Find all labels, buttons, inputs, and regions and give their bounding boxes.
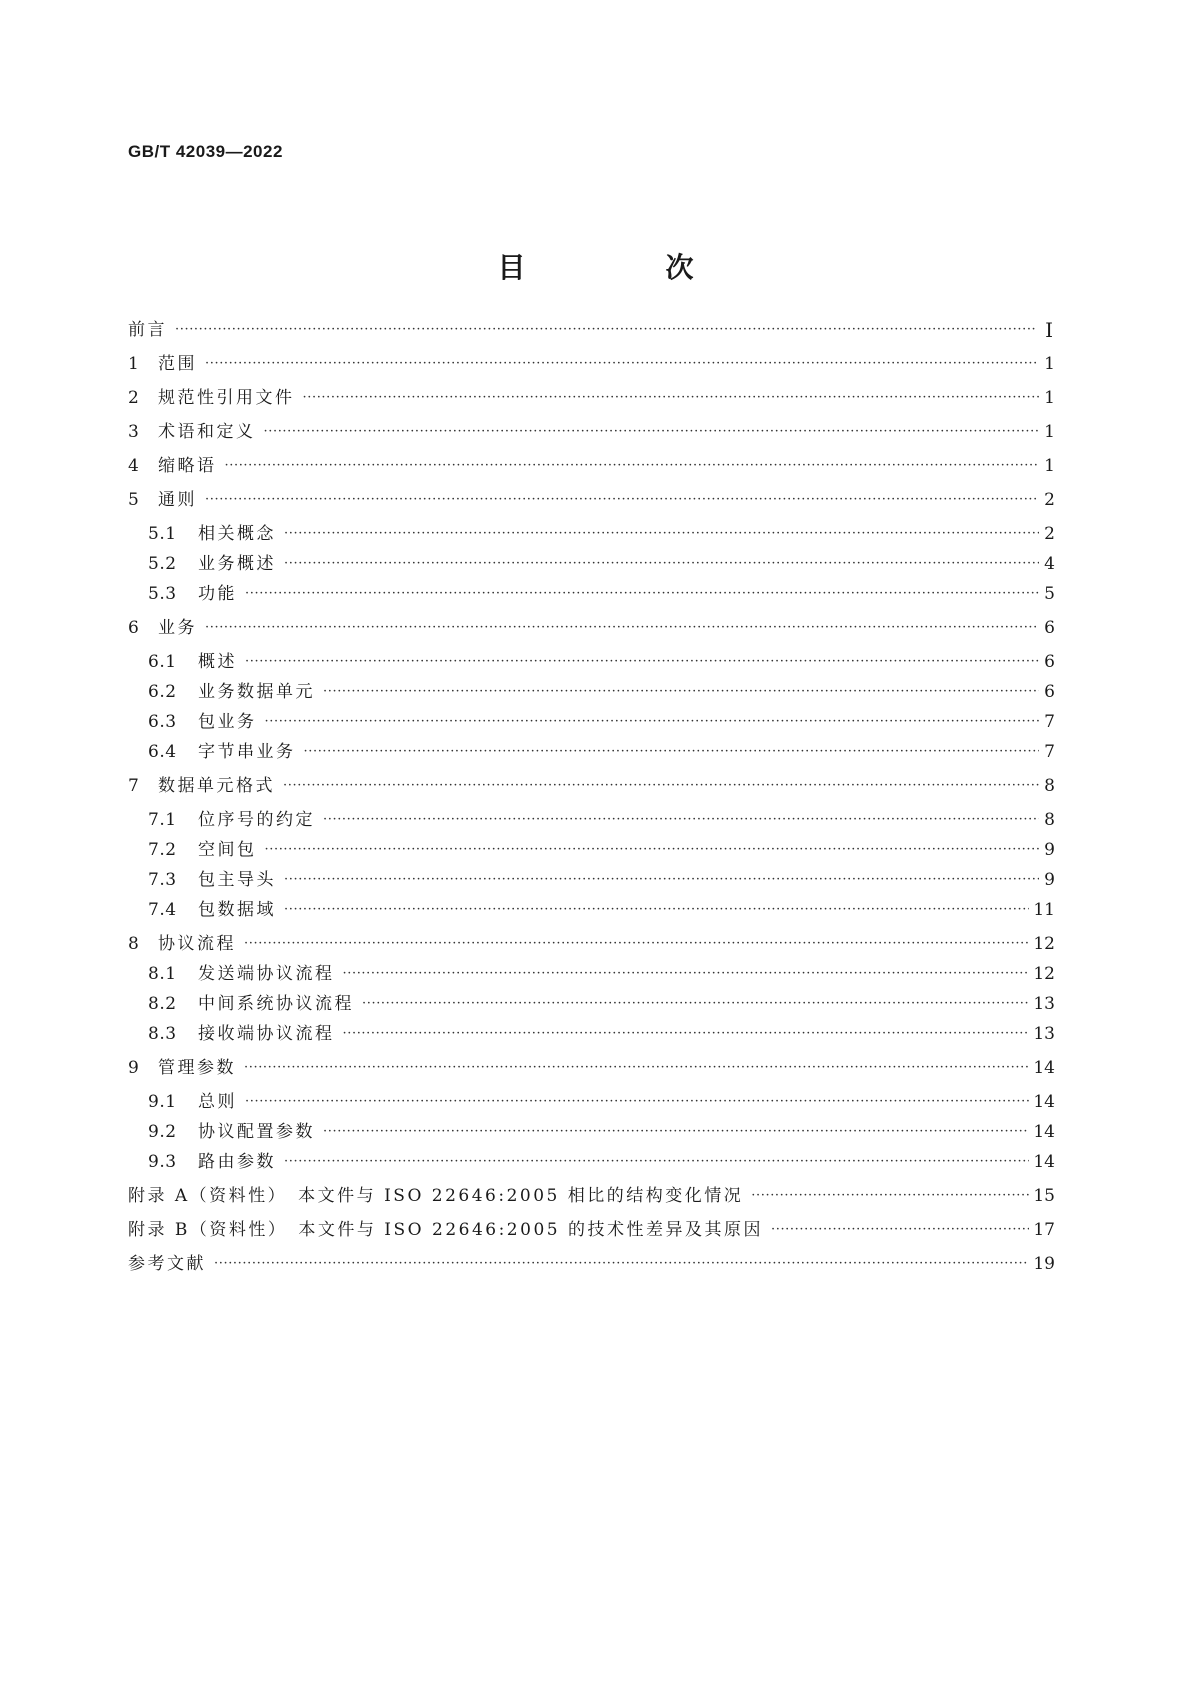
toc-entry-label: 包数据域 [198, 900, 276, 920]
toc-entry-page: 2 [1044, 524, 1055, 544]
toc-entry-number: 5.2 [148, 554, 177, 574]
toc-entry[interactable] [128, 319, 1055, 341]
toc-entry-number: 9.2 [148, 1122, 177, 1142]
toc-dot-leader [343, 968, 1030, 980]
toc-entry-label: 中间系统协议流程 [198, 994, 354, 1014]
toc-dot-leader [362, 998, 1029, 1010]
toc-entry-page: 9 [1044, 840, 1055, 860]
toc-entry[interactable] [148, 651, 1055, 673]
toc-entry-label: 包主导头 [198, 870, 276, 890]
toc-entry-label: 通则 [158, 490, 197, 510]
toc-entry-number: 3 [128, 422, 140, 442]
toc-entry-number: 7.3 [148, 870, 177, 890]
toc-entry[interactable] [148, 1151, 1055, 1173]
toc-entry-number: 4 [128, 456, 140, 476]
toc-entry-number: 8.2 [148, 994, 177, 1014]
toc-dot-leader [284, 528, 1039, 540]
toc-entry[interactable] [148, 1121, 1055, 1143]
toc-entry[interactable] [148, 809, 1055, 831]
toc-entry[interactable] [148, 711, 1055, 733]
toc-entry-label: 包业务 [198, 712, 257, 732]
toc-entry-page: 19 [1033, 1254, 1055, 1274]
toc-dot-leader [175, 324, 1037, 336]
toc-entry-page: 1 [1044, 388, 1055, 408]
toc-entry-number: 9 [128, 1058, 140, 1078]
toc-entry-page: 14 [1033, 1092, 1055, 1112]
toc-entry-page: 12 [1033, 934, 1055, 954]
toc-entry-label: 位序号的约定 [198, 810, 315, 830]
toc-entry[interactable] [148, 899, 1055, 921]
toc-dot-leader [244, 1062, 1029, 1074]
toc-dot-leader [323, 814, 1039, 826]
page-title: 目 次 [497, 251, 750, 284]
toc-dot-leader [205, 358, 1039, 370]
toc-entry-label: 业务 [158, 618, 197, 638]
toc-entry-page: 9 [1044, 870, 1055, 890]
toc-entry-label: 术语和定义 [158, 422, 256, 442]
toc-entry[interactable] [148, 681, 1055, 703]
toc-entry-label: 管理参数 [158, 1058, 236, 1078]
standard-code: GB/T 42039—2022 [128, 142, 283, 161]
toc-entry-number: 2 [128, 388, 140, 408]
toc-entry-number: 7.1 [148, 810, 177, 830]
toc-entry-label: 相关概念 [198, 524, 276, 544]
toc-entry-label: 附录 B（资料性） 本文件与 ISO 22646:2005 的技术性差异及其原因 [128, 1220, 763, 1240]
toc-entry-page: 15 [1033, 1186, 1055, 1206]
toc-dot-leader [343, 1028, 1030, 1040]
toc-entry[interactable] [128, 775, 1055, 797]
toc-entry-page: 1 [1044, 456, 1055, 476]
toc-entry-page: 8 [1044, 776, 1055, 796]
toc-entry-number: 6 [128, 618, 140, 638]
toc-entry[interactable] [148, 523, 1055, 545]
toc-entry[interactable] [148, 869, 1055, 891]
toc-entry-page: 13 [1033, 994, 1055, 1014]
toc-entry-label: 范围 [158, 354, 197, 374]
toc-entry-page: 13 [1033, 1024, 1055, 1044]
toc-dot-leader [205, 494, 1039, 506]
toc-dot-leader [205, 622, 1039, 634]
toc-entry-page: 11 [1033, 900, 1055, 920]
toc-entry-page: 2 [1044, 490, 1055, 510]
toc-entry[interactable] [128, 353, 1055, 375]
toc-entry-number: 7.2 [148, 840, 177, 860]
toc-dot-leader [245, 1096, 1029, 1108]
toc-dot-leader [284, 874, 1039, 886]
toc-entry-label: 业务数据单元 [198, 682, 315, 702]
toc-entry-page: 5 [1044, 584, 1055, 604]
toc-entry-label: 业务概述 [198, 554, 276, 574]
toc-entry[interactable] [148, 839, 1055, 861]
toc-entry-number: 8.1 [148, 964, 177, 984]
toc-entry[interactable] [148, 553, 1055, 575]
toc-entry-page: Ⅰ [1045, 318, 1053, 342]
toc-dot-leader [751, 1190, 1029, 1202]
toc-entry-label: 接收端协议流程 [198, 1024, 335, 1044]
toc-entry-page: 6 [1044, 682, 1055, 702]
toc-dot-leader [283, 780, 1039, 792]
toc-entry-number: 6.3 [148, 712, 177, 732]
toc-dot-leader [284, 1156, 1029, 1168]
toc-dot-leader [245, 588, 1039, 600]
toc-entry-label: 参考文献 [128, 1254, 206, 1274]
toc-entry[interactable] [128, 387, 1055, 409]
toc-entry[interactable] [128, 617, 1055, 639]
toc-entry-label: 空间包 [198, 840, 257, 860]
toc-entry-page: 6 [1044, 652, 1055, 672]
toc-dot-leader [225, 460, 1040, 472]
toc-entry[interactable] [128, 455, 1055, 477]
toc-dot-leader [214, 1258, 1029, 1270]
toc-entry-number: 8 [128, 934, 140, 954]
toc-dot-leader [245, 656, 1039, 668]
toc-entry-page: 6 [1044, 618, 1055, 638]
toc-entry[interactable] [128, 1253, 1055, 1275]
toc-dot-leader [771, 1224, 1029, 1236]
toc-entry-page: 4 [1044, 554, 1055, 574]
toc-entry-number: 8.3 [148, 1024, 177, 1044]
toc-entry-page: 7 [1044, 712, 1055, 732]
toc-entry-number: 5 [128, 490, 140, 510]
toc-entry[interactable] [128, 421, 1055, 443]
toc-entry-number: 6.4 [148, 742, 177, 762]
toc-dot-leader [264, 426, 1040, 438]
toc-entry-label: 附录 A（资料性） 本文件与 ISO 22646:2005 相比的结构变化情况 [128, 1186, 744, 1206]
toc-entry-label: 协议配置参数 [198, 1122, 315, 1142]
toc-entry[interactable] [148, 1023, 1055, 1045]
toc-entry-number: 5.1 [148, 524, 177, 544]
toc-entry-number: 9.1 [148, 1092, 177, 1112]
toc-entry-number: 9.3 [148, 1152, 177, 1172]
toc-dot-leader [304, 746, 1040, 758]
toc-dot-leader [323, 686, 1039, 698]
toc-entry[interactable] [148, 741, 1055, 763]
toc-entry-page: 1 [1044, 422, 1055, 442]
toc-entry-page: 14 [1033, 1152, 1055, 1172]
toc-entry-number: 6.1 [148, 652, 177, 672]
toc-entry[interactable] [128, 489, 1055, 511]
toc-dot-leader [284, 904, 1029, 916]
toc-dot-leader [244, 938, 1029, 950]
toc-entry-label: 概述 [198, 652, 237, 672]
toc-entry-label: 数据单元格式 [158, 776, 275, 796]
toc-entry-page: 17 [1033, 1220, 1055, 1240]
toc-entry-number: 7.4 [148, 900, 177, 920]
toc-entry-page: 14 [1033, 1058, 1055, 1078]
toc-entry-number: 5.3 [148, 584, 177, 604]
toc-entry[interactable] [148, 1091, 1055, 1113]
toc-entry-page: 1 [1044, 354, 1055, 374]
toc-entry-number: 7 [128, 776, 140, 796]
toc-entry[interactable] [128, 1057, 1055, 1079]
toc-entry[interactable] [148, 963, 1055, 985]
toc-entry-label: 协议流程 [158, 934, 236, 954]
toc-entry[interactable] [128, 1219, 1055, 1241]
toc-entry-page: 14 [1033, 1122, 1055, 1142]
toc-entry-label: 字节串业务 [198, 742, 296, 762]
toc-entry-page: 7 [1044, 742, 1055, 762]
toc-entry[interactable] [128, 1185, 1055, 1207]
toc-entry[interactable] [128, 933, 1055, 955]
toc-entry[interactable] [148, 993, 1055, 1015]
toc-dot-leader [265, 844, 1040, 856]
toc-entry-page: 12 [1033, 964, 1055, 984]
toc-entry-number: 1 [128, 354, 140, 374]
toc-entry-label: 功能 [198, 584, 237, 604]
toc-dot-leader [284, 558, 1039, 570]
toc-entry-label: 路由参数 [198, 1152, 276, 1172]
toc-dot-leader [303, 392, 1040, 404]
toc-entry-page: 8 [1044, 810, 1055, 830]
toc-entry-label: 前言 [128, 320, 167, 340]
toc-entry-label: 发送端协议流程 [198, 964, 335, 984]
toc-dot-leader [323, 1126, 1029, 1138]
toc-entry-label: 总则 [198, 1092, 237, 1112]
toc-dot-leader [265, 716, 1040, 728]
toc-entry-label: 规范性引用文件 [158, 388, 295, 408]
toc-entry[interactable] [148, 583, 1055, 605]
toc-entry-label: 缩略语 [158, 456, 217, 476]
toc-entry-number: 6.2 [148, 682, 177, 702]
